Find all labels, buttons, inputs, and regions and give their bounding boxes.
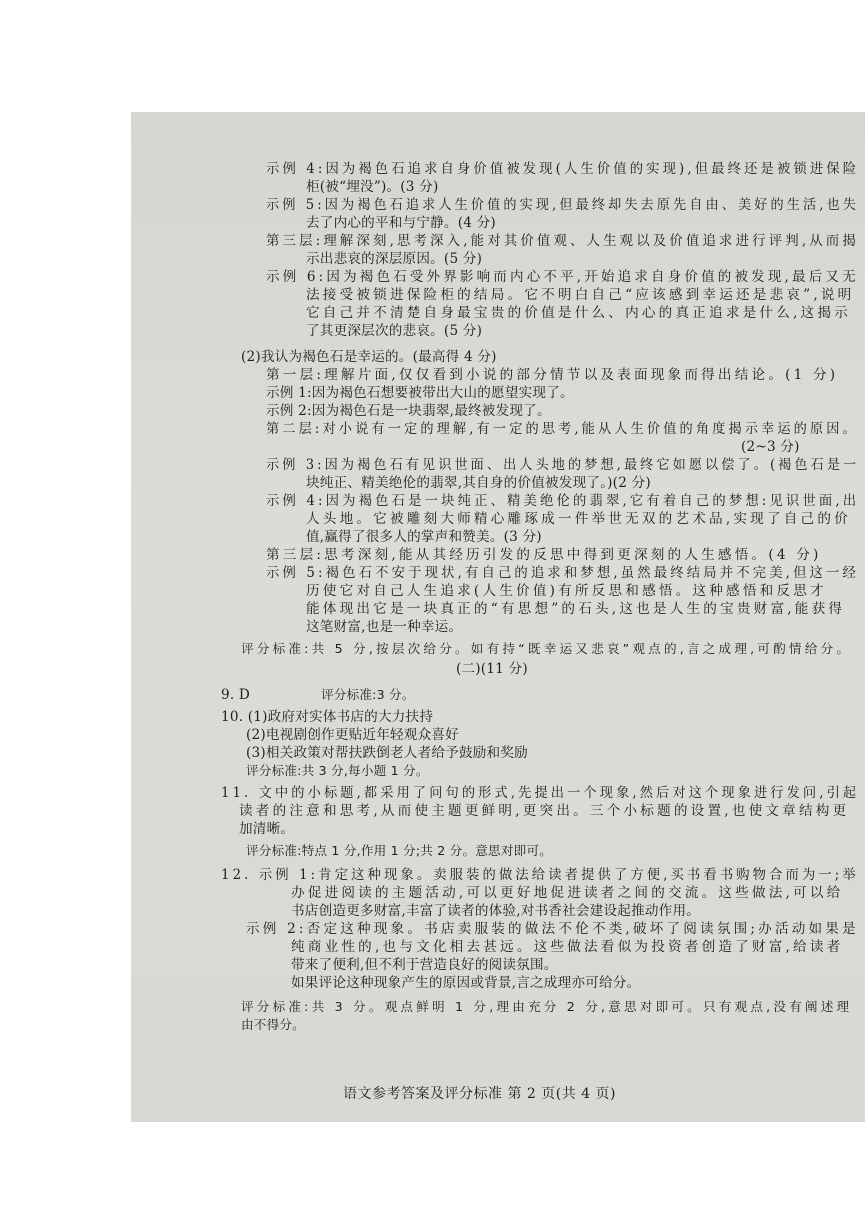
text-line: 能体现出它是一块真正的“有思想”的石头,这也是人生的宝贵财富,能获得 bbox=[306, 601, 846, 617]
text-line: 这笔财富,也是一种幸运。 bbox=[306, 619, 463, 635]
text-line: 示例 1:因为褐色石想要被带出大山的愿望实现了。 bbox=[266, 385, 574, 401]
text-line: 纯商业性的,也与文化相去甚远。这些做法看似为投资者创造了财富,给读者 bbox=[291, 939, 844, 955]
text-line: 第二层:对小说有一定的理解,有一定的思考,能从人生价值的角度揭示幸运的原因。 bbox=[266, 421, 859, 437]
text-line: 加清晰。 bbox=[239, 821, 295, 837]
text-line: 值,赢得了很多人的掌声和赞美。(3 分) bbox=[306, 529, 542, 545]
text-line: 书店创造更多财富,丰富了读者的体验,对书香社会建设起推动作用。 bbox=[291, 903, 701, 919]
text-line: 示例 5:褐色石不安于现状,有自己的追求和梦想,虽然最终结局并不完美,但这一经 bbox=[266, 565, 860, 581]
text-line: 10. (1)政府对实体书店的大力扶持 bbox=[221, 709, 434, 725]
text-line: 人头地。它被雕刻大师精心雕琢成一件举世无双的艺术品,实现了自己的价 bbox=[306, 511, 851, 527]
text-line: 法接受被锁进保险柜的结局。它不明白自己“应该感到幸运还是悲哀”,说明 bbox=[306, 287, 855, 303]
text-line: 评分标准:特点 1 分,作用 1 分;共 2 分。意思对即可。 bbox=[246, 843, 553, 858]
text-line: 柜(被“埋没”)。(3 分) bbox=[306, 179, 439, 195]
text-line: 第三层:理解深刻,思考深入,能对其价值观、人生观以及价值追求进行评判,从而揭 bbox=[266, 233, 859, 249]
text-line: 示例 5:因为褐色石追求人生价值的实现,但最终却失去原先自由、美好的生活,也失 bbox=[266, 197, 859, 213]
text-line: 示例 4:因为褐色石是一块纯正、精美绝伦的翡翠,它有着自己的梦想:见识世面,出 bbox=[266, 493, 860, 509]
text-line: 第一层:理解片面,仅仅看到小说的部分情节以及表面现象而得出结论。(1 分) bbox=[266, 367, 839, 383]
page-footer: 语文参考答案及评分标准 第 2 页(共 4 页) bbox=[343, 1086, 616, 1102]
text-line: (3)相关政策对帮扶跌倒老人者给予鼓励和奖励 bbox=[246, 745, 528, 761]
text-line: 示例 4:因为褐色石追求自身价值被发现(人生价值的实现),但最终还是被锁进保险 bbox=[266, 161, 860, 177]
text-line: 12. 示例 1:肯定这种现象。卖服装的做法给读者提供了方便,买书看书购物合而为一;举 bbox=[221, 867, 859, 883]
text-line: 评分标准:共 5 分,按层次给分。如有持“既幸运又悲哀”观点的,言之成理,可酌情给分。 bbox=[241, 641, 853, 656]
text-line: 块纯正、精美绝伦的翡翠,其自身的价值被发现了。)(2 分) bbox=[306, 475, 651, 491]
text-line: 历使它对自己人生追求(人生价值)有所反思和感悟。这种感悟和反思才 bbox=[306, 583, 827, 599]
text-line: 11. 文中的小标题,都采用了问句的形式,先提出一个现象,然后对这个现象进行发问,引起 bbox=[221, 785, 860, 801]
text-line: 带来了便利,但不利于营造良好的阅读氛围。 bbox=[291, 957, 558, 973]
text-line: 示例 6:因为褐色石受外界影响而内心不平,开始追求自身价值的被发现,最后又无 bbox=[266, 269, 859, 285]
text-line: 由不得分。 bbox=[241, 1017, 305, 1032]
text-line: 办促进阅读的主题活动,可以更好地促进读者之间的交流。这些做法,可以给 bbox=[291, 885, 844, 901]
answer-key-page bbox=[131, 112, 865, 1122]
text-line: 去了内心的平和与宁静。(4 分) bbox=[306, 215, 496, 231]
text-line: 如果评论这种现象产生的原因或背景,言之成理亦可给分。 bbox=[291, 975, 641, 991]
text-line: 了其更深层次的悲哀。(5 分) bbox=[306, 323, 483, 339]
text-line: 示出悲哀的深层原因。(5 分) bbox=[306, 251, 483, 267]
text-line: 评分标准:共 3 分,每小题 1 分。 bbox=[246, 763, 429, 778]
text-line: 评分标准:共 3 分。观点鲜明 1 分,理由充分 2 分,意思对即可。只有观点,没有阐述理 bbox=[241, 999, 853, 1014]
text-line: 第三层:思考深刻,能从其经历引发的反思中得到更深刻的人生感悟。(4 分) bbox=[266, 547, 822, 563]
text-line: 评分标准:3 分。 bbox=[321, 687, 415, 702]
text-line: 读者的注意和思考,从而使主题更鲜明,更突出。三个小标题的设置,也使文章结构更 bbox=[239, 803, 850, 819]
text-line: 它自己并不清楚自身最宝贵的价值是什么、内心的真正追求是什么,这揭示 bbox=[306, 305, 851, 321]
text-line: (2~3 分) bbox=[741, 439, 800, 455]
text-line: 示例 3:因为褐色石有见识世面、出人头地的梦想,最终它如愿以偿了。(褐色石是一 bbox=[266, 457, 860, 473]
text-line: 示例 2:因为褐色石是一块翡翠,最终被发现了。 bbox=[266, 403, 551, 419]
text-line: 示例 2:否定这种现象。书店卖服装的做法不伦不类,破坏了阅读氛围;办活动如果是 bbox=[246, 921, 859, 937]
text-line: (二)(11 分) bbox=[456, 661, 528, 677]
text-line: 9. D bbox=[221, 687, 250, 703]
text-line: (2)电视剧创作更贴近年轻观众喜好 bbox=[246, 727, 459, 743]
text-line: (2)我认为褐色石是幸运的。(最高得 4 分) bbox=[241, 349, 497, 365]
